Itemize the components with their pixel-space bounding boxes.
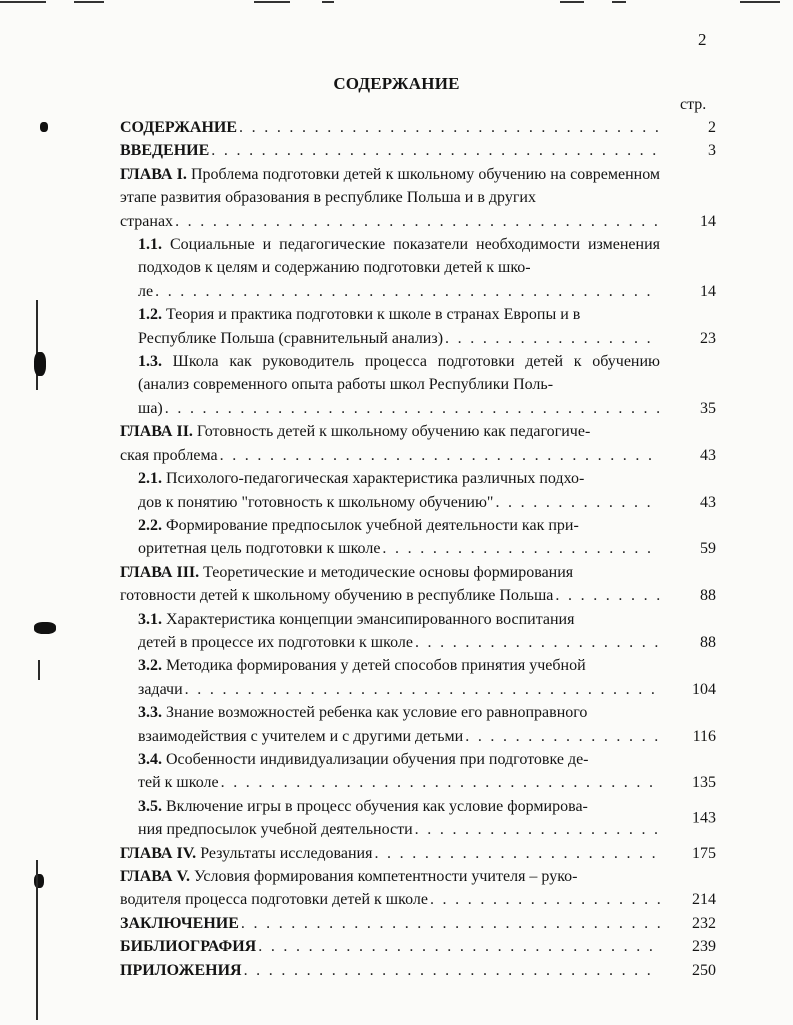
entry-heading: ГЛАВА II. [120, 423, 193, 441]
page-number: 2 [698, 30, 707, 49]
entry-text: Психолого-педагогическая характеристика различных подхо- [166, 470, 585, 488]
scan-margin-mark [34, 622, 56, 634]
entry-page: 135 [692, 774, 716, 792]
leader-dots [239, 116, 660, 139]
page-column-label: стр. [680, 96, 707, 113]
leader-dots [221, 771, 660, 794]
entry-heading: ПРИЛОЖЕНИЯ [120, 961, 242, 979]
scan-margin-line [36, 300, 38, 390]
toc-entry[interactable] [120, 233, 730, 303]
entry-page: 43 [700, 446, 716, 464]
entry-text-last: взаимодействия с учителем и с другими детьми [138, 727, 464, 745]
scan-margin-mark [34, 352, 46, 376]
entry-text: Включение игры в процесс обучения как условие формирова- [166, 797, 588, 815]
toc-entry[interactable] [120, 865, 730, 912]
entry-page: 143 [692, 809, 716, 827]
entry-text: Особенности индивидуализации обучения при подготовке де- [166, 750, 589, 768]
toc-entry[interactable] [120, 163, 730, 233]
entry-text-last: задачи [138, 680, 183, 698]
leader-dots [185, 678, 660, 701]
entry-page: 232 [692, 914, 716, 932]
entry-page: 104 [692, 680, 716, 698]
leader-dots [495, 491, 660, 514]
entry-heading: 2.2. [138, 516, 162, 534]
toc-entry[interactable] [120, 795, 730, 842]
leader-dots [415, 631, 660, 654]
entry-page: 14 [700, 212, 716, 230]
leader-dots [445, 327, 660, 350]
entry-heading: 3.5. [138, 797, 162, 815]
entry-text-last: ния предпосылок учебной деятельности [138, 821, 413, 839]
toc-entry[interactable] [120, 959, 730, 982]
entry-heading: ГЛАВА IV. [120, 844, 197, 862]
entry-text: Школа как руководитель процесса подготовки детей к обучению (анализ современного опыта работы школ Республики Поль- [138, 353, 660, 394]
leader-dots [220, 444, 660, 467]
entry-text: Условия формирования компетентности учителя – руко- [193, 868, 578, 885]
scan-margin-line [36, 860, 38, 1020]
leader-dots [155, 280, 660, 303]
entry-heading: ВВЕДЕНИЕ [120, 142, 210, 160]
entry-text-last: ша) [138, 399, 163, 417]
entry-page: 35 [700, 399, 716, 417]
entry-page: 88 [700, 587, 716, 605]
entry-text-last: ская проблема [120, 446, 218, 464]
entry-text: Теоретические и методические основы формирования [203, 563, 574, 581]
entry-page: 250 [692, 961, 716, 979]
entry-heading: 3.3. [138, 704, 162, 722]
leader-dots [241, 912, 660, 935]
leader-dots [382, 537, 660, 560]
entry-heading: ЗАКЛЮЧЕНИЕ [120, 914, 239, 932]
entry-page: 14 [700, 282, 716, 300]
entry-text-last: готовности детей к школьному обучению в республике Польша [120, 587, 554, 605]
table-of-contents [120, 116, 730, 982]
entry-heading: 2.1. [138, 470, 162, 488]
toc-entry[interactable] [120, 420, 730, 467]
entry-heading: 3.1. [138, 610, 162, 628]
entry-text: Проблема подготовки детей к школьному обучению на современном этапе развития образования в республике Польша и в других [120, 165, 661, 207]
entry-heading: 3.2. [138, 657, 162, 675]
scan-margin-mark [40, 122, 48, 132]
entry-text-last: странах [120, 212, 174, 230]
toc-entry[interactable] [120, 514, 730, 561]
leader-dots [415, 818, 660, 841]
leader-dots [555, 584, 660, 607]
entry-text: Знание возможностей ребенка как условие его равноправного [166, 704, 588, 722]
leader-dots [430, 888, 660, 911]
entry-text-last: оритетная цель подготовки к школе [138, 540, 381, 558]
page-title: СОДЕРЖАНИЕ [333, 74, 460, 93]
toc-entry[interactable] [120, 748, 730, 795]
entry-text-last: Республике Польша (сравнительный анализ) [138, 329, 444, 347]
entry-heading: 1.1. [138, 236, 162, 254]
entry-text-last: дов к понятию "готовность к школьному обучению" [138, 493, 494, 511]
entry-text-last: Результаты исследования [200, 844, 373, 862]
toc-entry[interactable] [120, 303, 730, 350]
toc-entry[interactable] [120, 467, 730, 514]
entry-heading: ГЛАВА I. [120, 165, 187, 183]
entry-page: 88 [700, 633, 716, 651]
toc-entry[interactable] [120, 654, 730, 701]
entry-text: Методика формирования у детей способов принятия учебной [166, 657, 586, 675]
entry-heading: ГЛАВА V. [120, 868, 190, 885]
entry-heading: 3.4. [138, 750, 162, 768]
leader-dots [465, 725, 660, 748]
entry-text: Характеристика концепции эмансипированного воспитания [166, 610, 575, 628]
toc-entry[interactable] [120, 350, 730, 420]
entry-page: 214 [692, 891, 716, 909]
toc-entry[interactable] [120, 116, 730, 139]
leader-dots [374, 842, 660, 865]
leader-dots [258, 935, 660, 958]
entry-heading: ГЛАВА III. [120, 563, 200, 581]
toc-entry[interactable] [120, 701, 730, 748]
toc-entry[interactable] [120, 608, 730, 655]
entry-page: 2 [708, 119, 716, 136]
entry-text-last: детей в процессе их подготовки к школе [138, 633, 413, 651]
entry-text: Социальные и педагогические показатели необходимости изменения подходов к целям и содержанию подготовки детей к шко- [138, 236, 661, 277]
leader-dots [165, 397, 660, 420]
toc-entry[interactable] [120, 561, 730, 608]
toc-entry[interactable] [120, 842, 730, 865]
entry-text: Теория и практика подготовки к школе в странах Европы и в [166, 306, 581, 324]
scan-top-edge [0, 0, 793, 4]
entry-page: 43 [700, 493, 716, 511]
leader-dots [175, 210, 660, 233]
entry-page: 239 [692, 938, 716, 956]
entry-text-last: водителя процесса подготовки детей к школе [120, 891, 428, 909]
entry-text-last: тей к школе [138, 774, 219, 792]
entry-heading: СОДЕРЖАНИЕ [120, 119, 238, 136]
entry-text: Формирование предпосылок учебной деятельности как при- [166, 516, 579, 534]
leader-dots [211, 139, 660, 162]
leader-dots [244, 959, 660, 982]
entry-heading: БИБЛИОГРАФИЯ [120, 938, 257, 956]
entry-page: 59 [700, 540, 716, 558]
toc-entry[interactable] [120, 912, 730, 935]
entry-text: Готовность детей к школьному обучению как педагогиче- [196, 423, 591, 441]
toc-entry[interactable] [120, 139, 730, 162]
entry-page: 3 [708, 142, 716, 160]
entry-page: 116 [692, 727, 716, 745]
toc-entry[interactable] [120, 935, 730, 958]
entry-text-last: ле [138, 282, 154, 300]
entry-heading: 1.2. [138, 306, 162, 324]
scan-margin-line [38, 660, 40, 680]
entry-page: 175 [692, 844, 716, 862]
entry-page: 23 [700, 329, 716, 347]
entry-heading: 1.3. [138, 353, 162, 371]
